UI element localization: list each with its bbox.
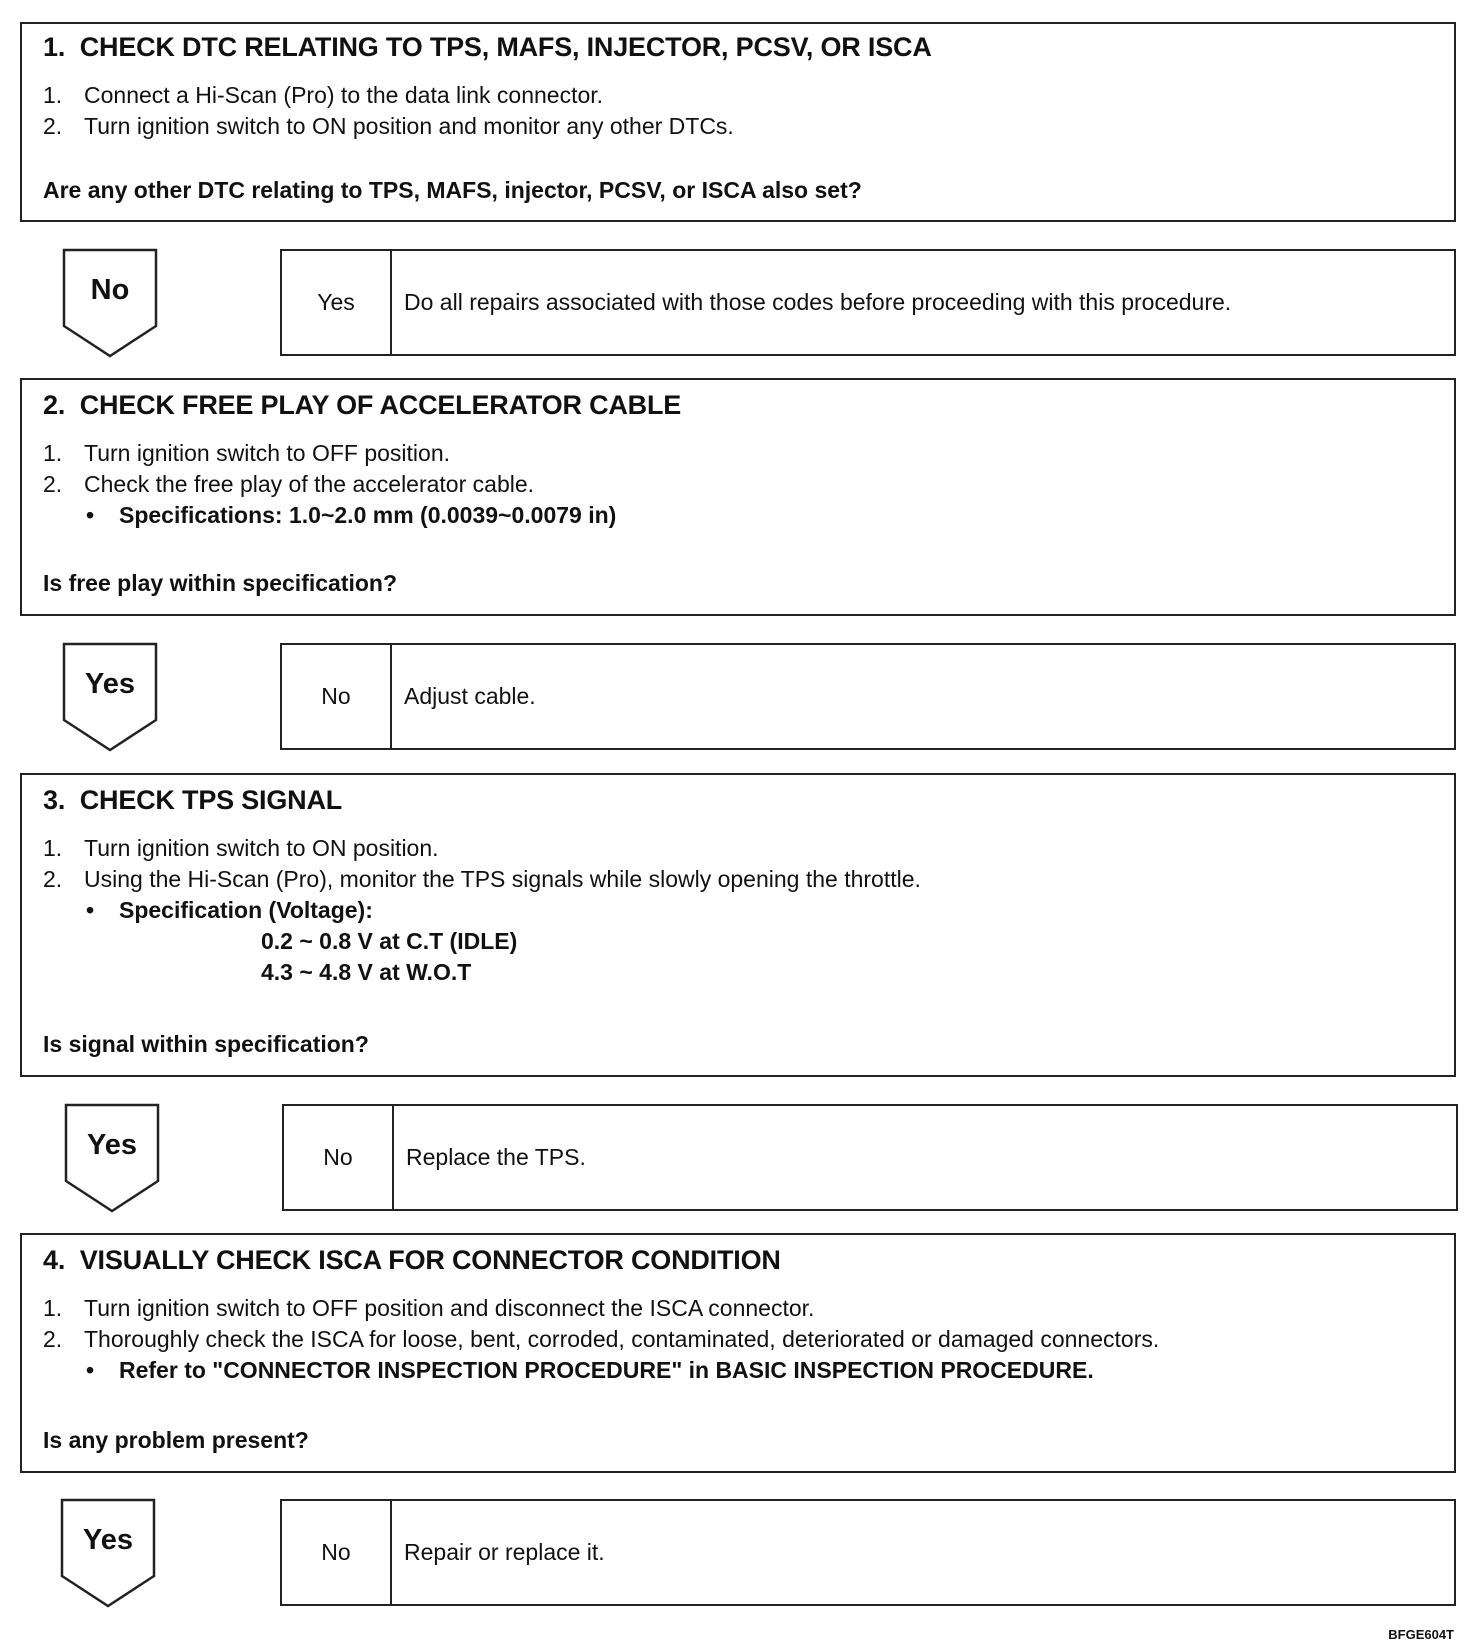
step-2-spec-bullet [43,500,1423,531]
step-4-item-1 [43,1293,1443,1324]
step-3-box [20,773,1456,1077]
step-3-question: Is signal within specification? [43,1031,369,1057]
item-number: 1. [43,440,63,466]
item-text: Connect a Hi-Scan (Pro) to the data link connector. [84,82,604,108]
item-number: 2. [43,1326,63,1352]
step-2-arrow-label: Yes [85,668,135,700]
item-text: Turn ignition switch to ON position and monitor any other DTCs. [84,113,734,139]
step-1-box [20,22,1456,222]
outcome-label: No [282,1501,392,1604]
step-2-item-1 [43,438,1423,469]
bullet-text: Refer to "CONNECTOR INSPECTION PROCEDURE" in BASIC INSPECTION PROCEDURE. [119,1357,1094,1383]
step-1-title: 1. CHECK DTC RELATING TO TPS, MAFS, INJECTOR, PCSV, OR ISCA [43,32,932,62]
step-3-item-2 [43,864,1423,895]
step-3-item-1 [43,833,1423,864]
step-2-question: Is free play within specification? [43,570,398,596]
step-4-arrow-label: Yes [83,1524,133,1556]
bullet-icon: • [86,897,95,923]
step-4-reference-bullet [43,1355,1443,1386]
figure-id: BFGE604T [1388,1627,1454,1642]
spec-line-idle: 0.2 ~ 0.8 V at C.T (IDLE) [261,928,518,954]
step-3-title: 3. CHECK TPS SIGNAL [43,785,343,815]
item-number: 1. [43,1295,63,1321]
step-4-box [20,1233,1456,1473]
step-3-outcome-box [282,1104,1458,1211]
outcome-text: Replace the TPS. [406,1144,586,1170]
step-3-arrow-label: Yes [87,1129,137,1161]
outcome-text: Repair or replace it. [404,1539,605,1565]
bullet-icon: • [86,502,95,528]
step-2-title: 2. CHECK FREE PLAY OF ACCELERATOR CABLE [43,390,682,420]
step-1-question: Are any other DTC relating to TPS, MAFS, injector, PCSV, or ISCA also set? [43,177,862,203]
item-text: Thoroughly check the ISCA for loose, bent, corroded, contaminated, deteriorated or damaged connectors. [84,1326,1160,1352]
bullet-text: Specification (Voltage): [119,897,373,923]
step-4-outcome-box [280,1499,1456,1606]
item-number: 1. [43,82,63,108]
outcome-text: Do all repairs associated with those codes before proceeding with this procedure. [404,289,1232,315]
step-3-spec-bullet [43,895,1423,926]
step-2-box [20,378,1456,616]
step-4-question: Is any problem present? [43,1427,309,1453]
step-1-arrow-label: No [90,274,130,306]
spec-line-wot: 4.3 ~ 4.8 V at W.O.T [261,959,472,985]
item-text: Turn ignition switch to OFF position and disconnect the ISCA connector. [84,1295,815,1321]
item-text: Check the free play of the accelerator cable. [84,471,535,497]
item-text: Using the Hi-Scan (Pro), monitor the TPS signals while slowly opening the throttle. [84,866,921,892]
item-text: Turn ignition switch to OFF position. [84,440,451,466]
outcome-label: No [284,1106,394,1209]
step-4-item-2 [43,1324,1443,1355]
outcome-label: Yes [282,251,392,354]
step-1-outcome-box [280,249,1456,356]
outcome-text: Adjust cable. [404,683,536,709]
step-4-title: 4. VISUALLY CHECK ISCA FOR CONNECTOR CONDITION [43,1245,781,1275]
outcome-label: No [282,645,392,748]
step-1-item-2 [43,111,1423,142]
bullet-icon: • [86,1357,95,1383]
item-number: 2. [43,113,63,139]
item-text: Turn ignition switch to ON position. [84,835,439,861]
step-2-item-2 [43,469,1423,500]
step-1-item-1 [43,80,1423,111]
item-number: 2. [43,866,63,892]
bullet-text: Specifications: 1.0~2.0 mm (0.0039~0.0079 in) [119,502,617,528]
step-2-outcome-box [280,643,1456,750]
item-number: 2. [43,471,63,497]
item-number: 1. [43,835,63,861]
